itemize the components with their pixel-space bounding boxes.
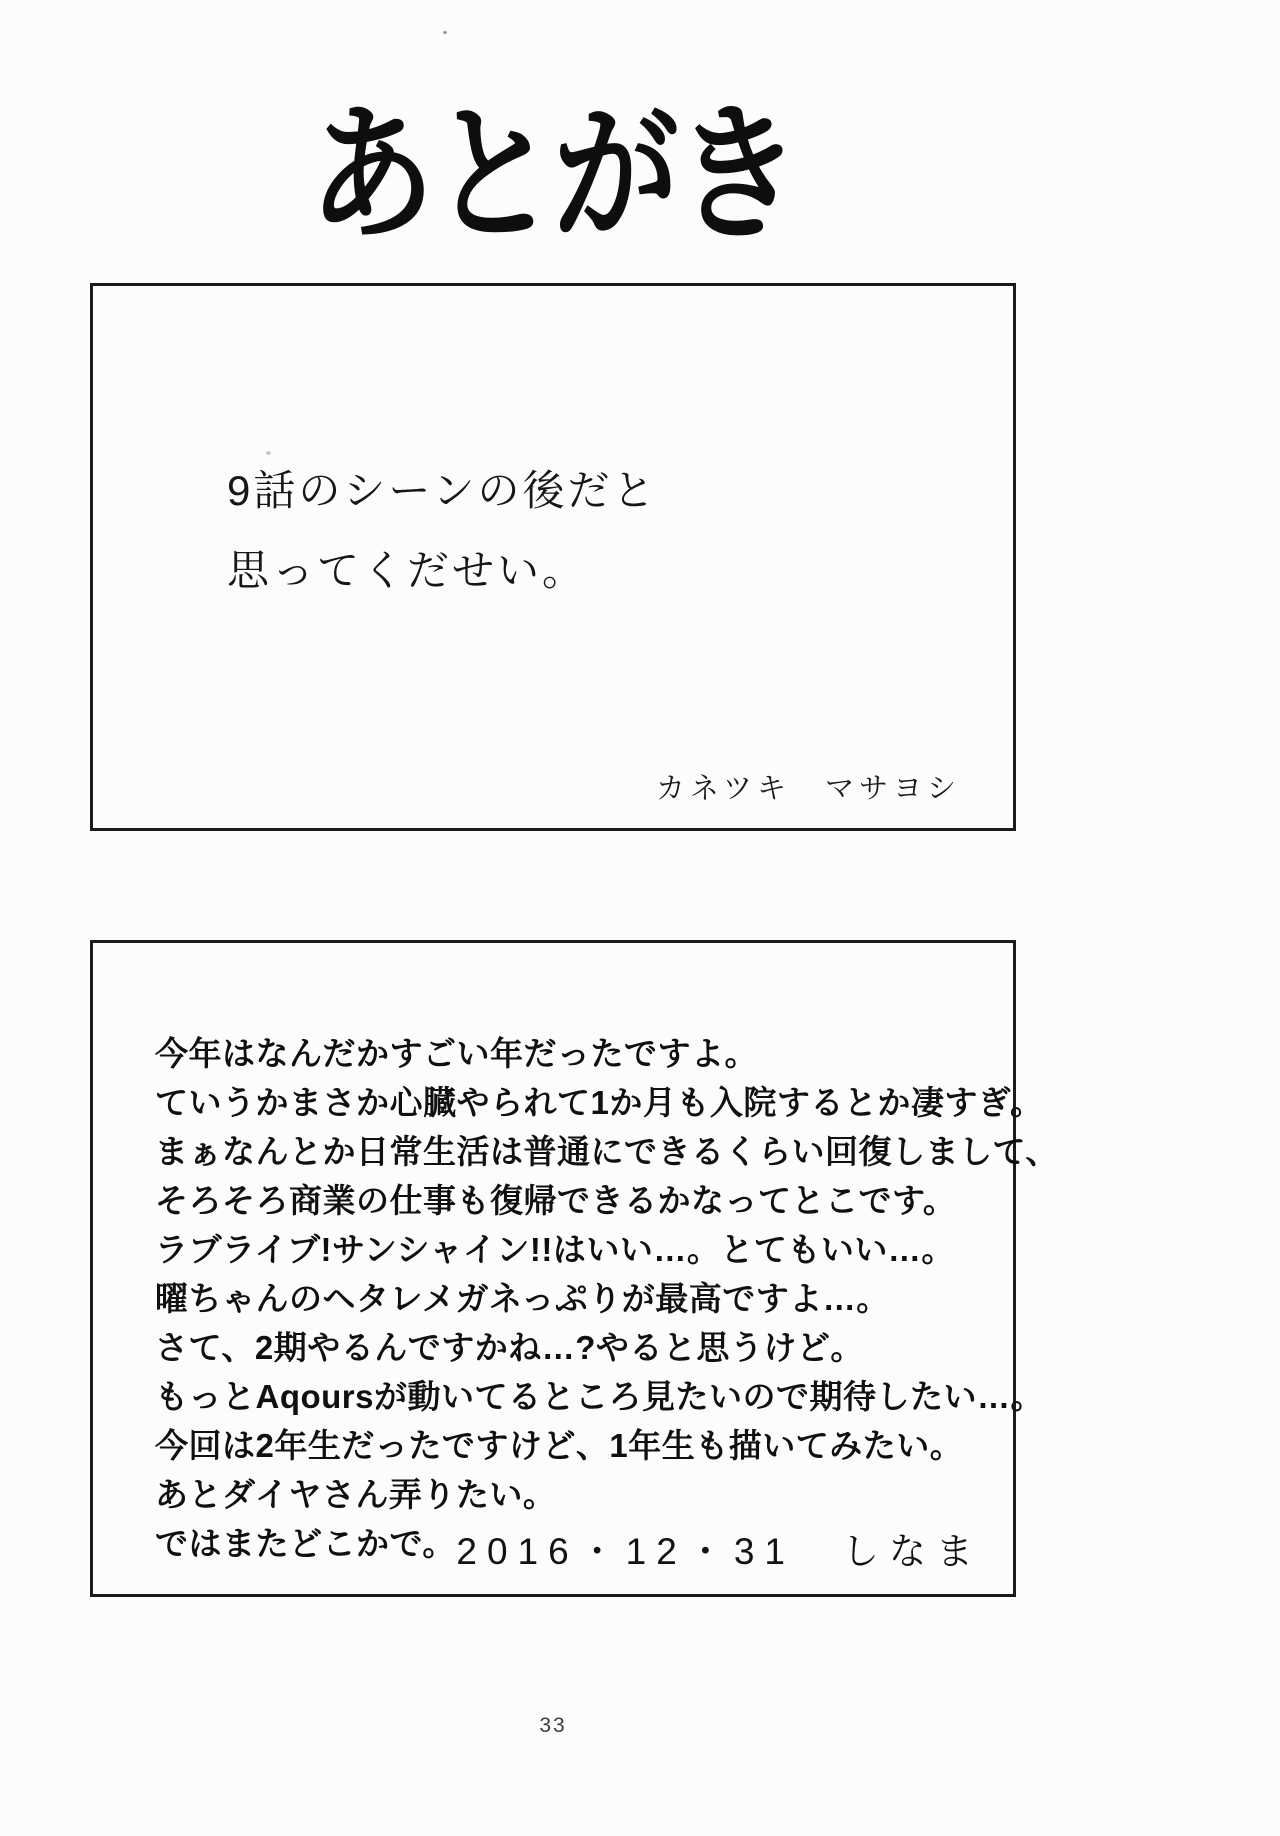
afterword-line: ラブライブ!サンシャイン!!はいい…。とてもいい…。 — [155, 1231, 955, 1268]
afterword-line: 曜ちゃんのヘタレメガネっぷりが最高ですよ…。 — [155, 1280, 890, 1317]
afterword-line: ではまたどこかで。 — [155, 1525, 456, 1562]
note-box — [90, 283, 1016, 831]
date-signature: 2016・12・31 しなま — [456, 1531, 983, 1572]
afterword-box — [90, 940, 1059, 1597]
page-number: 33 — [539, 1714, 567, 1737]
note-line: 思ってくだせい。 — [227, 547, 588, 594]
page-title: あとがき — [309, 86, 797, 262]
afterword-text — [155, 1029, 1059, 1568]
afterword-line: ていうかまさか心臓やられて1か月も入院するとか凄すぎ。 — [155, 1084, 1044, 1121]
afterword-line: あとダイヤさん弄りたい。 — [155, 1476, 557, 1513]
note-line: 9話のシーンの後だと — [227, 467, 658, 514]
scan-speck — [443, 31, 447, 34]
author-signature: カネツキ マサヨシ — [655, 773, 961, 805]
afterword-line: 今年はなんだかすごい年だったですよ。 — [155, 1035, 758, 1072]
afterword-line: もっとAqoursが動いてるところ見たいので期待したい…。 — [155, 1378, 1044, 1415]
afterword-line: まぁなんとか日常生活は普通にできるくらい回復しまして、 — [155, 1133, 1059, 1170]
afterword-line: さて、2期やるんですかね…?やると思うけど。 — [155, 1329, 864, 1366]
afterword-line: 今回は2年生だったですけど、1年生も描いてみたい。 — [155, 1427, 964, 1464]
afterword-line: そろそろ商業の仕事も復帰できるかなってとこです。 — [155, 1182, 957, 1219]
